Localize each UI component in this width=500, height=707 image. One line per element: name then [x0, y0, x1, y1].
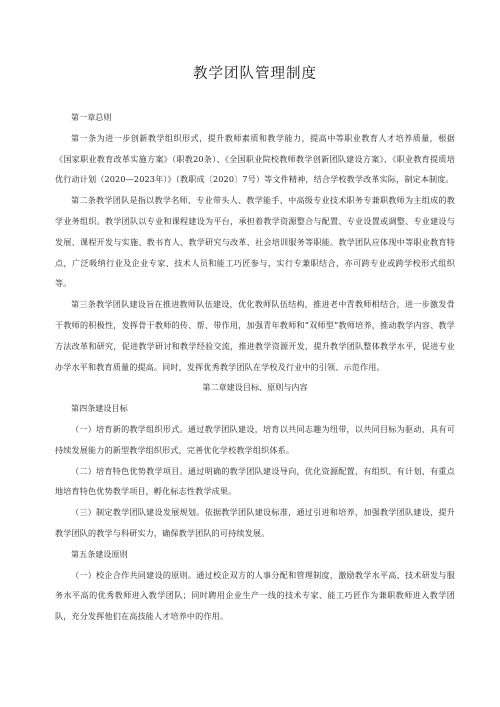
article-heading: 第四条建设目标 [71, 403, 128, 414]
goal-paragraph: （二）培育特色优势教学项目。通过明确的教学团队建设导向，优化资源配置，有组织、有计划、有重点地培育特色优势教学项目，孵化标志性教学成果。 [55, 465, 455, 497]
document-title: 教学团队管理制度 [193, 66, 317, 82]
principle-paragraph: （一）校企合作共同建设的原则。通过校企双方的人事分配和管理制度，激励教学水平高、技术研发与服务水平高的优秀教师进入教学团队；同时聘用企业生产一线的技术专家、能工巧匠作为兼职教师进入教学团队，充分发挥他们在高技能人才培养中的作用。 [55, 569, 455, 622]
article-paragraph: 第二条教学团队是指以教学名师、专业带头人、教学能手、中高级专业技术职务专兼职教师为主组成的教学业务组织。教学团队以专业和课程建设为平台，承担着教学资源整合与配置、专业设置或调整、专业建设与发展、课程开发与实施、教书育人、教学研究与改革、社会培训服务等职能。教学团队应体现中等职业教育特点，广泛吸纳行业及企业专家、技术人员和能工巧匠参与，实行专兼职结合，亦可跨专业或跨学校形式组织等。 [55, 195, 455, 289]
goal-paragraph: （一）培育新的教学组织形式。通过教学团队建设，培育以共同志趣为纽带，以共同目标为驱动，具有可持续发展能力的新型教学组织形式，完善优化学校教学组织体系。 [55, 423, 455, 455]
article-paragraph: 第一条为进一步创新教学组织形式，提升教师素质和教学能力，提高中等职业教育人才培养质量，根据《国家职业教育改革实施方案》（职教20条）、《全国职业院校教师教学创新团队建设方案》、《职业教育提质培优行动计划（2020—2023年）》（教职成〔2020〕7号）等文件精神，结合学校教学改革实际，制定本制度。 [55, 132, 455, 185]
article-heading: 第五条建设原则 [71, 548, 128, 559]
chapter-heading: 第二章建设目标、原则与内容 [202, 382, 308, 393]
chapter-heading: 第一章总则 [71, 112, 112, 122]
article-paragraph: 第三条教学团队建设旨在推进教师队伍建设，优化教师队伍结构，推进老中青教师相结合，进一步激发骨干教师的积极性，发挥骨干教师的传、帮、带作用，加强青年教师和“双师型”教师培养，推动教学内容、教学方法改革和研究，促进教学研讨和教学经验交流，推进教学资源开发，提升教学团队整体教学水平，促进专业办学水平和教育质量的提高。同时，发挥优秀教学团队在学校及行业中的引领、示范作用。 [55, 299, 455, 372]
goal-paragraph: （三）制定教学团队建设发展规划。依据教学团队建设标准，通过引进和培养，加强教学团队建设，提升教学团队的教学与科研实力，确保教学团队的可持续发展。 [55, 507, 455, 538]
